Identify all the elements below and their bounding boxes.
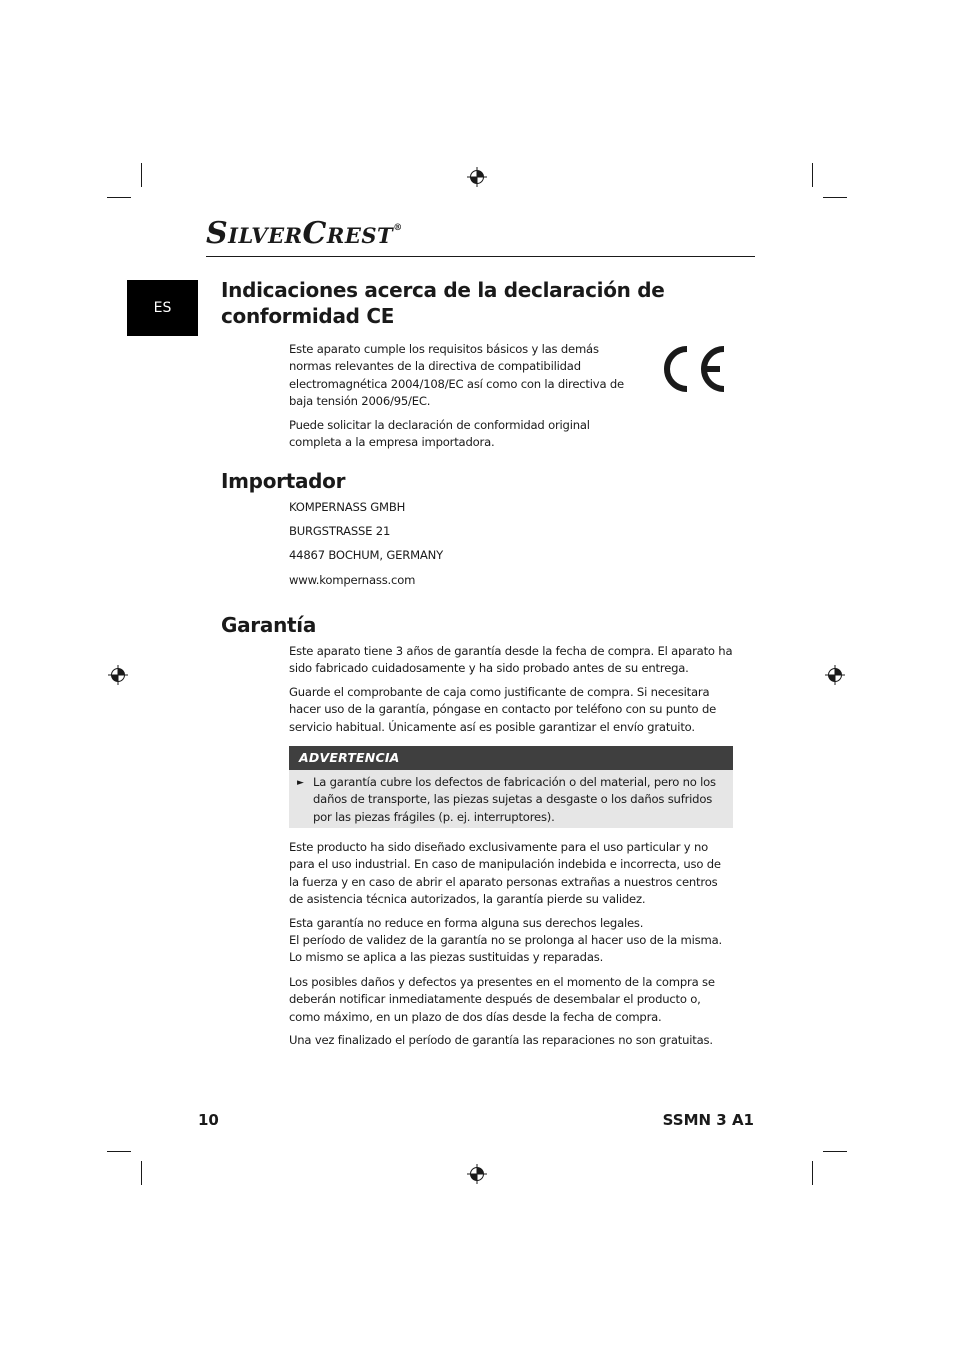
warranty-paragraph-1: Este aparato tiene 3 años de garantía desde la fecha de compra. El aparato ha sido fabricado cuidadosamente y ha sido probado antes de su entrega.: [289, 644, 733, 676]
warranty-paragraph-6: Una vez finalizado el período de garantía las reparaciones no son gratuitas.: [289, 1033, 713, 1047]
section-title-ce: Indicaciones acerca de la declaración de conformidad CE: [221, 278, 665, 328]
ce-mark-icon: [656, 343, 730, 395]
importer-line: BURGSTRASSE 21: [289, 524, 391, 538]
crop-mark: [141, 1161, 142, 1185]
silvercrest-logo: SILVERCREST®: [206, 216, 403, 251]
section-title-importer: Importador: [221, 469, 346, 493]
crop-mark: [823, 1151, 847, 1152]
importer-website: www.kompernass.com: [289, 573, 416, 587]
section-title-warranty: Garantía: [221, 613, 317, 637]
ce-paragraph-2: Puede solicitar la declaración de conformidad original completa a la empresa importadora.: [289, 418, 590, 450]
warranty-paragraph-4a: Esta garantía no reduce en forma alguna sus derechos legales.: [289, 916, 644, 930]
arrow-right-icon: ►: [297, 778, 304, 788]
importer-line: 44867 BOCHUM, GERMANY: [289, 548, 443, 562]
warning-text: La garantía cubre los defectos de fabricación o del material, pero no los daños de transporte, las piezas sujetas a desgaste o los daños sufridos por las piezas frágiles (p. ej. interruptores).: [313, 775, 716, 824]
crop-mark: [107, 1151, 131, 1152]
warning-box: [289, 746, 733, 828]
warning-body: [289, 770, 733, 826]
crop-mark: [107, 197, 131, 198]
importer-line: KOMPERNASS GMBH: [289, 500, 406, 514]
model-number: SSMN 3 A1: [662, 1111, 754, 1129]
registration-mark-icon: [825, 665, 845, 685]
crop-mark: [812, 163, 813, 187]
warranty-paragraph-5: Los posibles daños y defectos ya presentes en el momento de la compra se deberán notificar inmediatamente después de desembalar el producto o, como máximo, en un plazo de dos días desde la fecha de compra.: [289, 975, 715, 1024]
warning-title: ADVERTENCIA: [289, 746, 733, 770]
header-rule: [206, 256, 755, 257]
registration-mark-icon: [467, 1164, 487, 1184]
crop-mark: [812, 1161, 813, 1185]
crop-mark: [141, 163, 142, 187]
registration-mark-icon: [108, 665, 128, 685]
page-number: 10: [198, 1111, 219, 1129]
registration-mark-icon: [467, 167, 487, 187]
ce-paragraph-1: Este aparato cumple los requisitos básicos y las demás normas relevantes de la directiva de compatibilidad electromagnética 2004/108/EC así como con la directiva de baja tensión 2006/95/EC.: [289, 342, 624, 408]
crop-mark: [823, 197, 847, 198]
language-tab: ES: [127, 280, 198, 336]
warranty-paragraph-2: Guarde el comprobante de caja como justificante de compra. Si necesitara hacer uso de la garantía, póngase en contacto por teléfono con su punto de servicio habitual. Únicamente así es posible garantizar el envío gratuito.: [289, 685, 717, 734]
warranty-paragraph-4b: El período de validez de la garantía no se prolonga al hacer uso de la misma. Lo mismo se aplica a las piezas sustituidas y reparadas.: [289, 933, 722, 965]
warranty-paragraph-3: Este producto ha sido diseñado exclusivamente para el uso particular y no para el uso industrial. En caso de manipulación indebida e incorrecta, uso de la fuerza y en caso de abrir el aparato personas extrañas a nuestros centros de asistencia técnica autorizados, la garantía pierde su validez.: [289, 840, 721, 906]
